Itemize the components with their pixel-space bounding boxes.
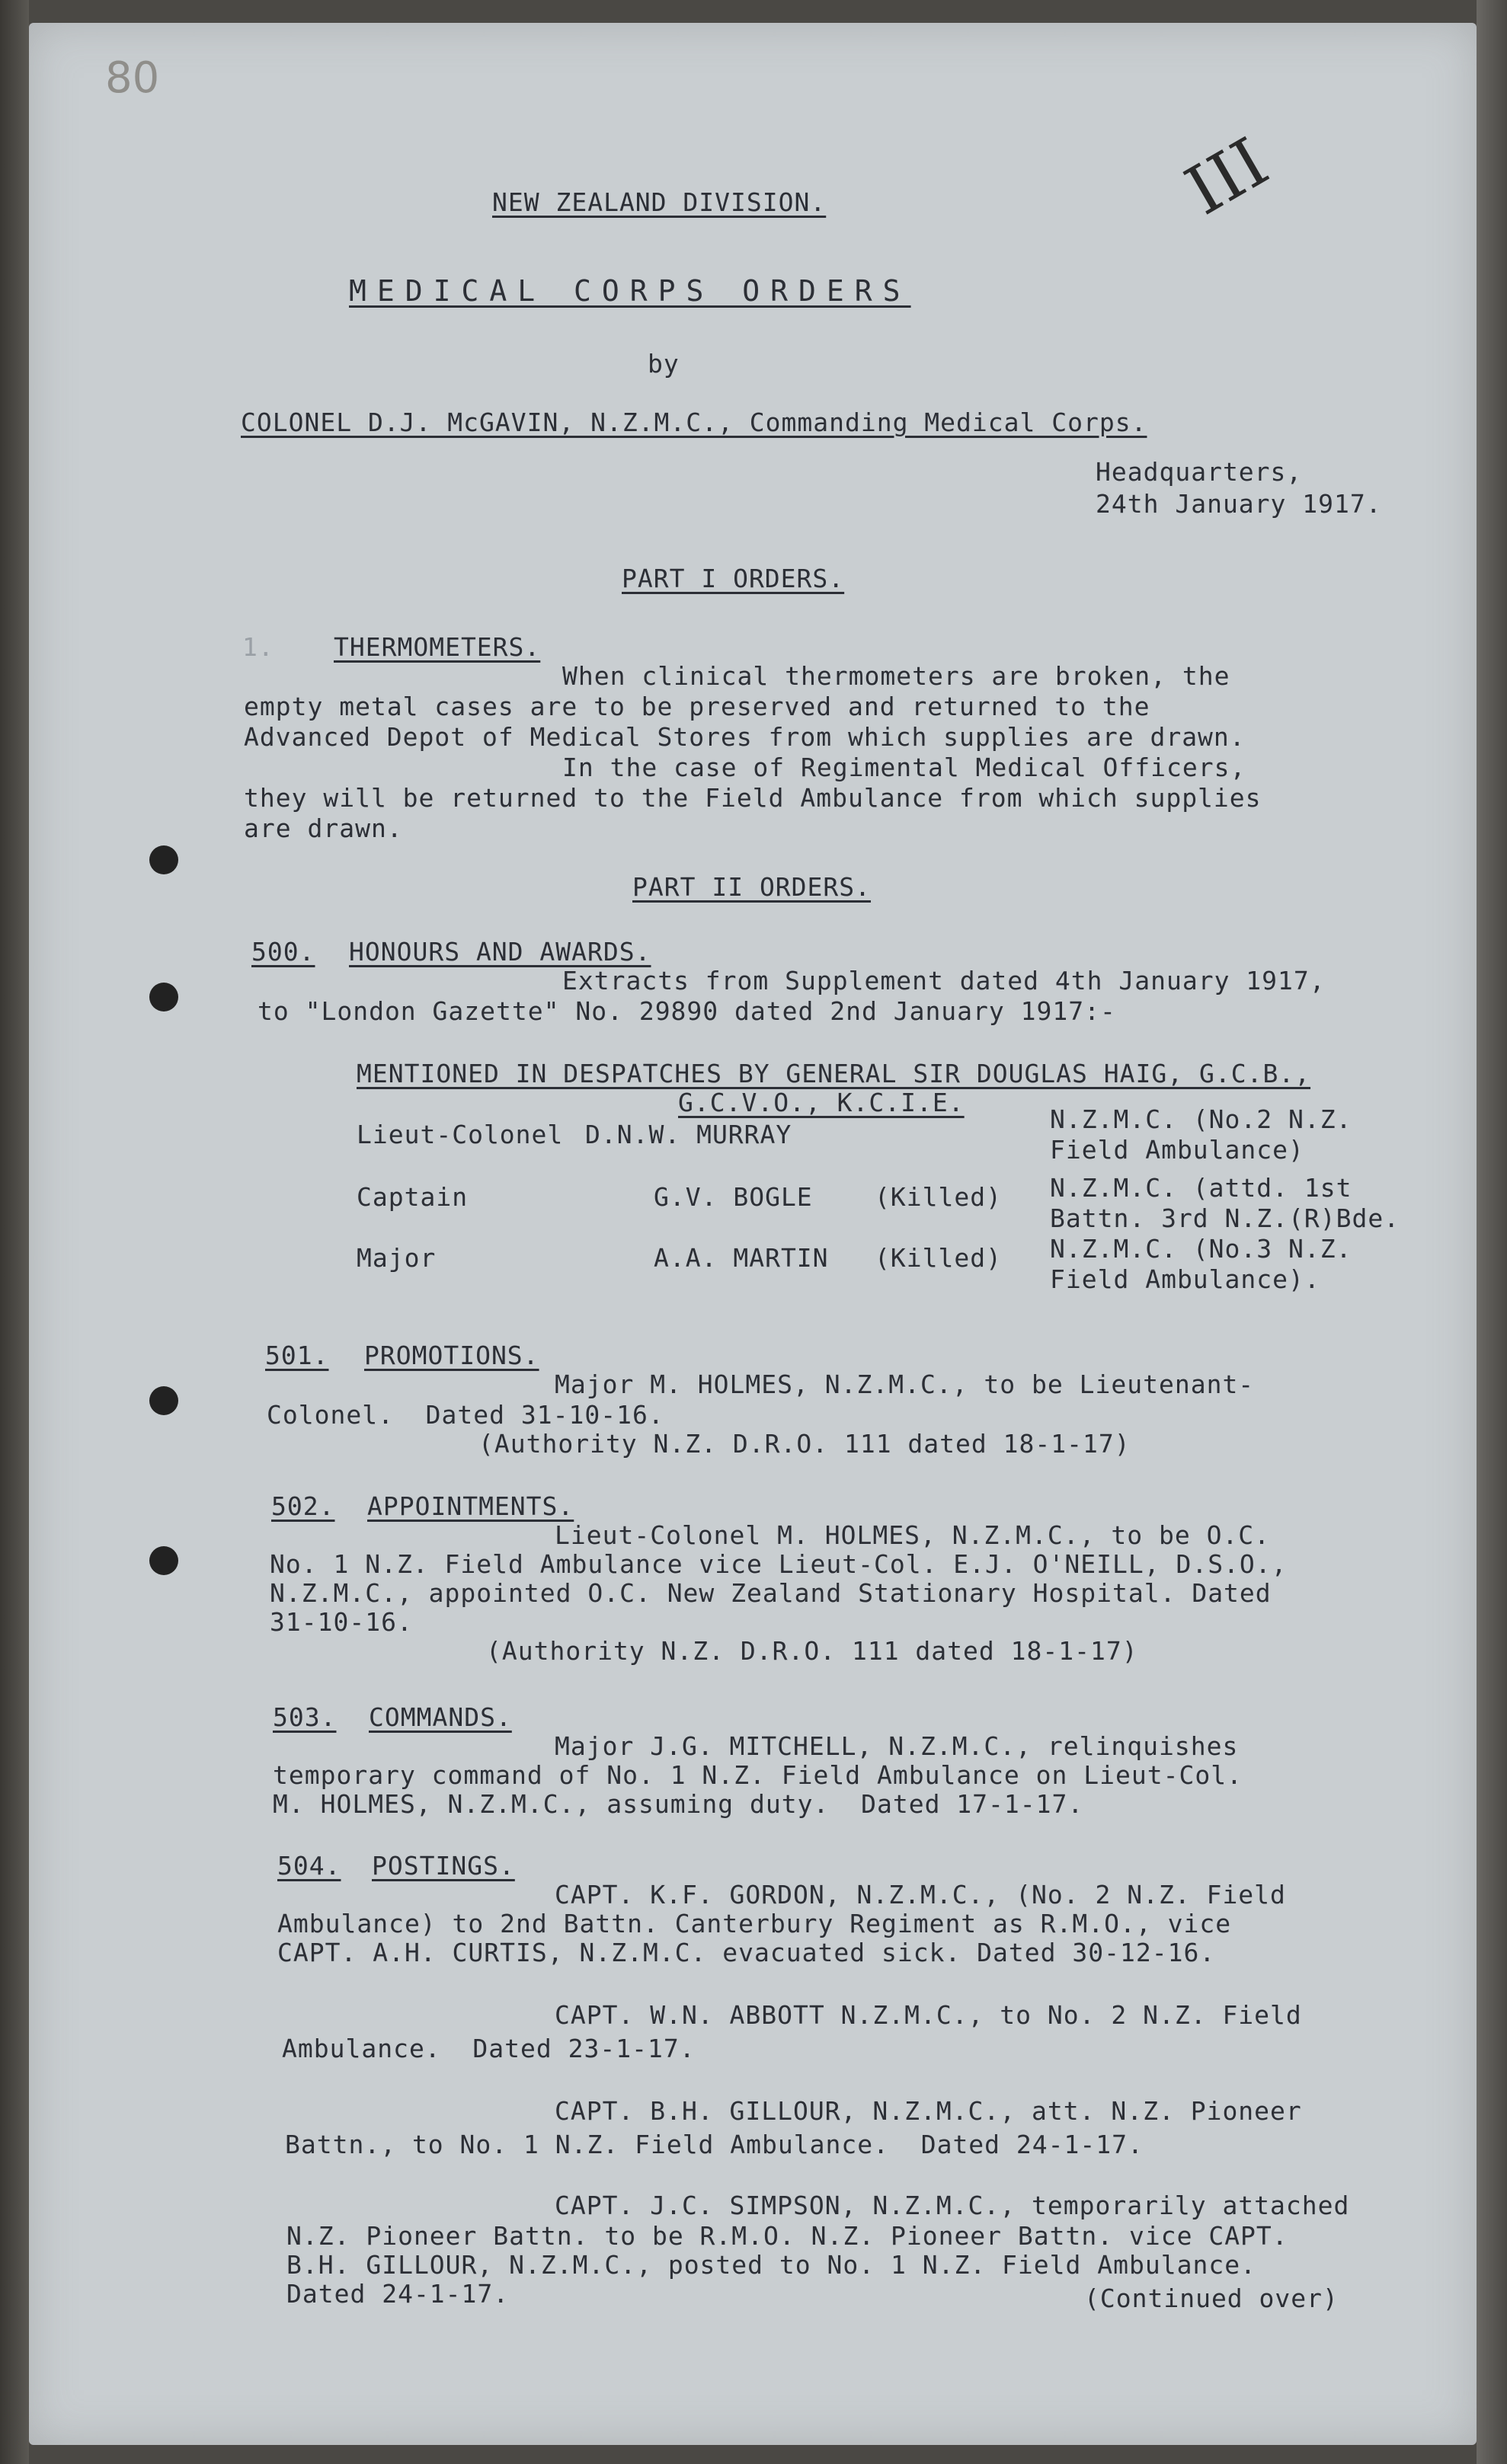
body-line: temporary command of No. 1 N.Z. Field Ambulance on Lieut-Col. — [273, 1760, 1243, 1790]
body-line: CAPT. J.C. SIMPSON, N.Z.M.C., temporarily attached — [555, 2191, 1350, 2220]
body-line: 31-10-16. — [270, 1607, 413, 1637]
punch-hole — [149, 1386, 178, 1415]
item-title: HONOURS AND AWARDS. — [349, 937, 651, 967]
punch-hole — [149, 845, 178, 874]
part1-item-number: 1. — [242, 632, 274, 662]
document-page — [29, 23, 1477, 2445]
body-line: they will be returned to the Field Ambulance from which supplies — [244, 783, 1262, 813]
table-cell-unit: N.Z.M.C. (No.3 N.Z. — [1050, 1234, 1352, 1264]
body-line: (Authority N.Z. D.R.O. 111 dated 18-1-17) — [486, 1636, 1138, 1666]
mention-heading: MENTIONED IN DESPATCHES BY GENERAL SIR DOUGLAS HAIG, G.C.B., — [357, 1059, 1311, 1088]
body-line: Advanced Depot of Medical Stores from which supplies are drawn. — [244, 722, 1246, 752]
table-cell-rank: Major — [357, 1243, 437, 1273]
body-line: Colonel. Dated 31-10-16. — [267, 1400, 664, 1430]
division-heading: NEW ZEALAND DIVISION. — [492, 187, 827, 217]
item-number: 500. — [251, 937, 315, 967]
item-title: PROMOTIONS. — [364, 1341, 539, 1370]
part1-heading: PART I ORDERS. — [622, 564, 845, 593]
punch-hole — [149, 983, 178, 1011]
body-line: No. 1 N.Z. Field Ambulance vice Lieut-Col. E.J. O'NEILL, D.S.O., — [270, 1549, 1288, 1579]
commander-line: COLONEL D.J. McGAVIN, N.Z.M.C., Commanding Medical Corps. — [241, 407, 1147, 437]
body-line: Extracts from Supplement dated 4th January 1917, — [562, 966, 1326, 996]
continued-note: (Continued over) — [1084, 2283, 1339, 2313]
table-cell-unit: Field Ambulance) — [1050, 1135, 1304, 1165]
item-number: 501. — [265, 1341, 329, 1370]
body-line: to "London Gazette" No. 29890 dated 2nd January 1917:- — [258, 996, 1116, 1026]
body-line: In the case of Regimental Medical Officers, — [562, 753, 1246, 782]
body-line: (Authority N.Z. D.R.O. 111 dated 18-1-17) — [478, 1429, 1131, 1459]
body-line: are drawn. — [244, 813, 403, 843]
table-cell-note: (Killed) — [875, 1243, 1002, 1273]
body-line: CAPT. K.F. GORDON, N.Z.M.C., (No. 2 N.Z. Field — [555, 1880, 1286, 1910]
item-title: POSTINGS. — [372, 1851, 515, 1881]
body-line: Battn., to No. 1 N.Z. Field Ambulance. Dated 24-1-17. — [285, 2130, 1144, 2159]
table-cell-note: (Killed) — [875, 1182, 1002, 1212]
table-cell-unit: Field Ambulance). — [1050, 1264, 1320, 1294]
mention-heading: G.C.V.O., K.C.I.E. — [678, 1088, 965, 1117]
body-line: empty metal cases are to be preserved and returned to the — [244, 692, 1150, 721]
item-number: 504. — [277, 1851, 341, 1881]
item-title: APPOINTMENTS. — [367, 1491, 574, 1521]
location: Headquarters, — [1096, 457, 1303, 487]
right-shadow — [1477, 0, 1507, 2464]
body-line: Lieut-Colonel M. HOLMES, N.Z.M.C., to be O.C. — [555, 1520, 1271, 1550]
body-line: Dated 24-1-17. — [286, 2279, 510, 2309]
reference-mark: III — [1173, 122, 1281, 231]
body-line: Major M. HOLMES, N.Z.M.C., to be Lieutenant- — [555, 1369, 1255, 1399]
table-cell-rank: Lieut-Colonel — [357, 1120, 564, 1149]
body-line: CAPT. W.N. ABBOTT N.Z.M.C., to No. 2 N.Z. Field — [555, 2000, 1302, 2030]
table-cell-name: D.N.W. MURRAY — [585, 1120, 792, 1149]
body-line: N.Z. Pioneer Battn. to be R.M.O. N.Z. Pioneer Battn. vice CAPT. — [286, 2221, 1288, 2251]
corner-number: 80 — [105, 53, 160, 103]
document-title: MEDICAL CORPS ORDERS — [349, 274, 911, 308]
body-line: Major J.G. MITCHELL, N.Z.M.C., relinquishes — [555, 1731, 1239, 1761]
body-line: Ambulance) to 2nd Battn. Canterbury Regiment as R.M.O., vice — [277, 1909, 1232, 1938]
part2-heading: PART II ORDERS. — [632, 872, 872, 902]
table-cell-name: A.A. MARTIN — [654, 1243, 829, 1273]
body-line: B.H. GILLOUR, N.Z.M.C., posted to No. 1 N.Z. Field Ambulance. — [286, 2250, 1256, 2280]
by-line: by — [648, 349, 680, 379]
item-number: 502. — [271, 1491, 335, 1521]
body-line: N.Z.M.C., appointed O.C. New Zealand Stationary Hospital. Dated — [270, 1578, 1272, 1608]
body-line: M. HOLMES, N.Z.M.C., assuming duty. Dated 17-1-17. — [273, 1789, 1084, 1819]
body-line: When clinical thermometers are broken, the — [562, 661, 1230, 691]
table-cell-unit: N.Z.M.C. (attd. 1st — [1050, 1173, 1352, 1203]
date: 24th January 1917. — [1096, 489, 1382, 519]
table-cell-unit: Battn. 3rd N.Z.(R)Bde. — [1050, 1203, 1400, 1233]
body-line: CAPT. A.H. CURTIS, N.Z.M.C. evacuated sick. Dated 30-12-16. — [277, 1938, 1216, 1967]
table-cell-rank: Captain — [357, 1182, 469, 1212]
body-line: Ambulance. Dated 23-1-17. — [282, 2034, 696, 2063]
item-title: COMMANDS. — [369, 1702, 512, 1732]
punch-hole — [149, 1546, 178, 1575]
part1-item-title: THERMOMETERS. — [334, 632, 541, 662]
item-number: 503. — [273, 1702, 337, 1732]
table-cell-unit: N.Z.M.C. (No.2 N.Z. — [1050, 1104, 1352, 1134]
table-cell-name: G.V. BOGLE — [654, 1182, 813, 1212]
body-line: CAPT. B.H. GILLOUR, N.Z.M.C., att. N.Z. Pioneer — [555, 2096, 1302, 2126]
left-shadow — [0, 0, 29, 2464]
